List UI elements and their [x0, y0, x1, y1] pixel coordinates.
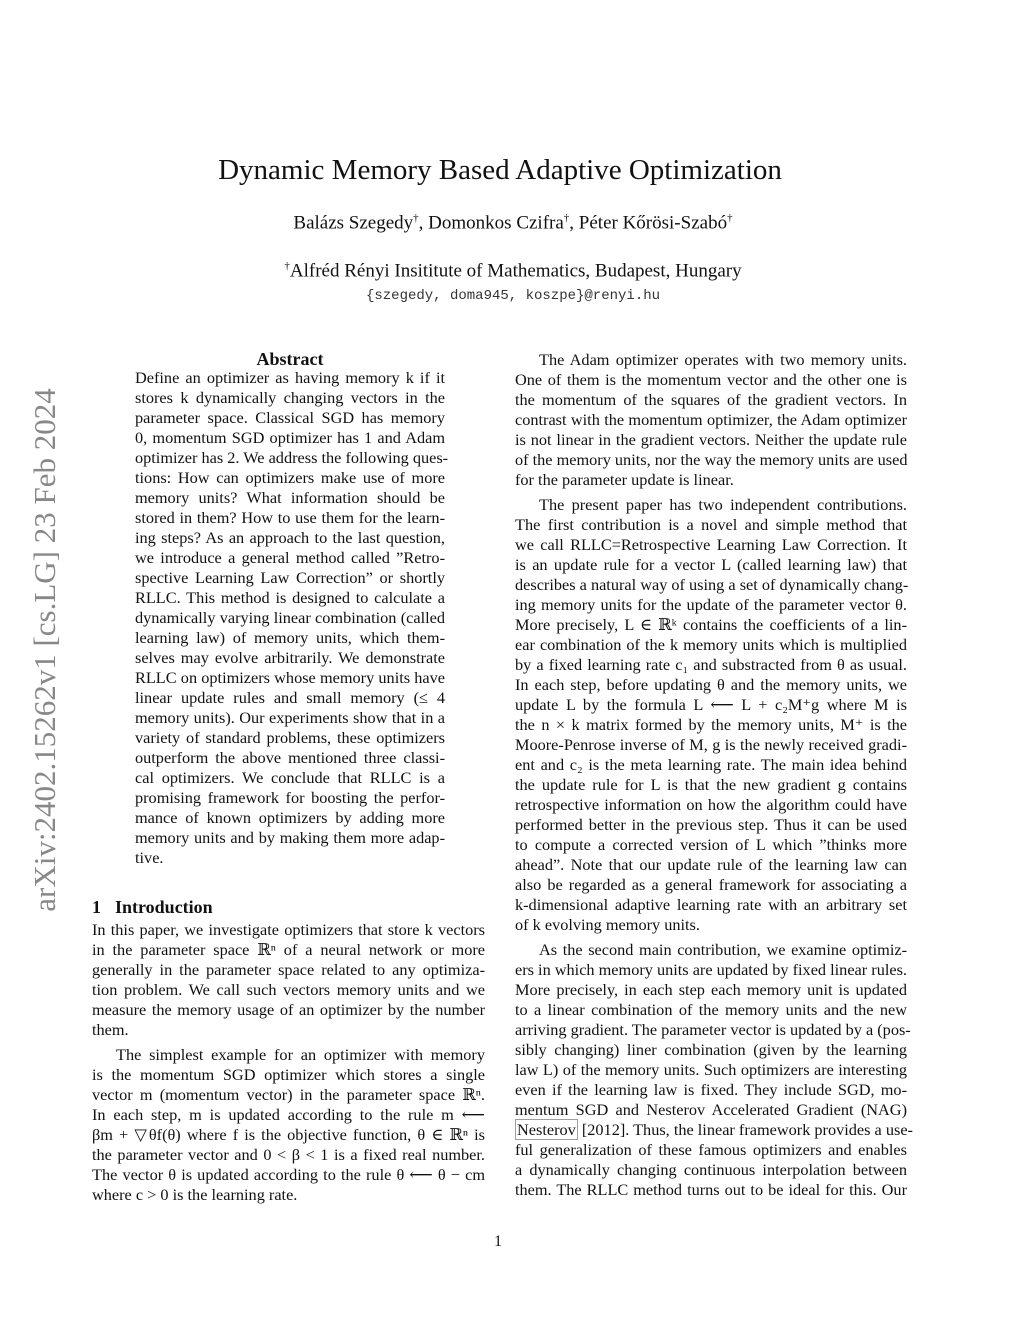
text-line: ent and c₂ is the meta learning rate. The main idea behind	[515, 755, 907, 774]
text-line: even if the learning law is fixed. They include SGD, mo-	[515, 1080, 907, 1099]
text-line: the parameter vector and 0 < β < 1 is a fixed real number.	[92, 1145, 485, 1164]
text-line: mentum SGD and Nesterov Accelerated Gradient (NAG)	[515, 1100, 907, 1119]
affiliation-mark: †	[413, 212, 419, 224]
text-line: The present paper has two independent contributions.	[539, 495, 907, 514]
author-list	[0, 212, 1024, 234]
text-line: we call RLLC=Retrospective Learning Law Correction. It	[515, 535, 907, 554]
text-line: In each step, m is updated according to the rule m ⟵	[92, 1105, 485, 1124]
text-line: linear update rules and small memory (≤ 4	[135, 688, 445, 707]
text-line: RLLC. This method is designed to calculate a	[135, 588, 445, 607]
text-line: mance of known optimizers by adding more	[135, 808, 445, 827]
text-line: where c > 0 is the learning rate.	[92, 1185, 298, 1204]
text-line: learning law) of memory units, which them-	[135, 628, 445, 647]
text-line: Define an optimizer as having memory k if it	[135, 368, 445, 387]
text-line: RLLC on optimizers whose memory units have	[135, 668, 445, 687]
text-line: tive.	[135, 848, 164, 867]
text-line: memory units). Our experiments show that in a	[135, 708, 445, 727]
text-line: of k evolving memory units.	[515, 915, 700, 934]
text-line: ers in which memory units are updated by fixed linear rules.	[515, 960, 907, 979]
text-line: by a fixed learning rate c₁ and substracted from θ as usual.	[515, 655, 907, 674]
text-line: tion problem. We call such vectors memory units and we	[92, 980, 485, 999]
text-line: βm + ▽θf(θ) where f is the objective function, θ ∈ ℝⁿ is	[92, 1125, 485, 1144]
text-line: to compute a corrected version of L which ”thinks more	[515, 835, 907, 854]
text-line: to a linear combination of the memory units and the new	[515, 1000, 907, 1019]
text-line: outperform the above mentioned three classi-	[135, 748, 445, 767]
text-line: also be regarded as a general framework for associating a	[515, 875, 907, 894]
text-line: promising framework for boosting the perfor-	[135, 788, 445, 807]
text-line: arriving gradient. The parameter vector is updated by a (pos-	[515, 1020, 911, 1039]
text-line: in the parameter space ℝⁿ of a neural network or more	[92, 940, 485, 959]
text-line: cal optimizers. We conclude that RLLC is a	[135, 768, 445, 787]
text-line: ing steps? As an approach to the last question,	[135, 528, 445, 547]
text-line: memory units and by making them more adap-	[135, 828, 445, 847]
right-column-body	[515, 350, 913, 1200]
affiliation-mark: †	[563, 212, 570, 224]
affiliation-mark: †	[727, 212, 733, 224]
text-line: The vector θ is updated according to the rule θ ⟵ θ − cm	[92, 1165, 485, 1184]
text-line: the momentum of the squares of the gradient vectors. In	[515, 390, 907, 409]
text-line-with-citation	[515, 1120, 913, 1140]
text-line: In each step, before updating θ and the memory units, we	[515, 675, 907, 694]
text-line: One of them is the momentum vector and the other one is	[515, 370, 907, 389]
text-line: variety of standard problems, these optimizers	[135, 728, 445, 747]
paper-title: Dynamic Memory Based Adaptive Optimization	[218, 154, 782, 186]
text-line: for the parameter update is linear.	[515, 470, 734, 489]
text-line: More precisely, in each step each memory unit is updated	[515, 980, 907, 999]
text-line: optimizer has 2. We address the following ques-	[135, 448, 449, 467]
text-line: vector m (momentum vector) in the parameter space ℝⁿ.	[92, 1085, 485, 1104]
text-line: spective Learning Law Correction” or shortly	[135, 568, 445, 587]
text-line: retrospective information on how the algorithm could have	[515, 795, 907, 814]
section-title: Introduction	[115, 897, 213, 917]
text-line: generally in the parameter space related to any optimiza-	[92, 960, 485, 979]
text-line: parameter space. Classical SGD has memory	[135, 408, 445, 427]
author-name: , Péter Kőrösi-Szabó	[569, 212, 728, 234]
author-emails: {szegedy, doma945, koszpe}@renyi.hu	[365, 288, 661, 304]
text-line: As the second main contribution, we examine optimiz-	[539, 940, 907, 959]
text-line: The simplest example for an optimizer with memory	[116, 1045, 485, 1064]
arxiv-identifier: arXiv:2402.15262v1 [cs.LG] 23 Feb 2024	[27, 388, 62, 912]
text-line: measure the memory usage of an optimizer by the number	[92, 1000, 485, 1019]
text-line: The Adam optimizer operates with two memory units.	[539, 350, 907, 369]
text-line: the n × k matrix formed by the memory units, M⁺ is the	[515, 715, 907, 734]
author-name: , Domonkos Czifra	[418, 212, 564, 234]
text-line: the update rule for L is that the new gradient g contains	[515, 775, 907, 794]
text-line: describes a natural way of using a set of dynamically chang-	[515, 575, 909, 594]
text-line: law L) of the memory units. Such optimizers are interesting	[515, 1060, 907, 1079]
text-line: sibly changing) liner combination (given by the learning	[515, 1040, 907, 1059]
text-line: a dynamically changing continuous interpolation between	[515, 1160, 907, 1179]
author-name: Balázs Szegedy	[293, 212, 414, 234]
text-line: tions: How can optimizers make use of more	[135, 468, 445, 487]
text-line: ing memory units for the update of the parameter vector θ.	[515, 595, 907, 614]
affiliation	[0, 260, 1024, 282]
abstract-heading: Abstract	[256, 349, 324, 369]
text-line: More precisely, L ∈ ℝᵏ contains the coefficients of a lin-	[515, 615, 907, 634]
text-line: Moore-Penrose inverse of M, g is the newly received gradi-	[515, 735, 907, 754]
text-line: dynamically varying linear combination (called	[135, 608, 445, 627]
citation-link[interactable]: Nesterov	[517, 1120, 576, 1139]
text-line: of the memory units, nor the way the memory units are used	[515, 450, 908, 469]
text-line: contrast with the momentum optimizer, the Adam optimizer	[515, 410, 907, 429]
text-line: is the momentum SGD optimizer which stores a single	[92, 1065, 485, 1084]
text-line: performed better in the previous step. Thus it can be used	[515, 815, 907, 834]
text-line: stored in them? How to use them for the learn-	[135, 508, 445, 527]
text-line: ful generalization of these famous optimizers and enables	[515, 1140, 907, 1159]
text-fragment: . Thus, the linear framework provides a use-	[625, 1120, 913, 1139]
text-line: In this paper, we investigate optimizers that store k vectors	[92, 920, 485, 939]
text-line: we introduce a general method called ”Retro-	[135, 548, 445, 567]
text-line: them.	[92, 1020, 129, 1039]
page-number: 1	[494, 1233, 502, 1250]
text-line: them. The RLLC method turns out to be ideal for this. Our	[515, 1180, 907, 1199]
introduction-body	[92, 920, 485, 1205]
text-line: selves may evolve arbitrarily. We demonstrate	[135, 648, 445, 667]
text-line: ahead”. Note that our update rule of the learning law can	[515, 855, 907, 874]
section-heading-introduction	[92, 897, 227, 918]
citation-year[interactable]: [2012]	[577, 1120, 626, 1139]
section-number: 1	[92, 897, 101, 917]
text-line: is not linear in the gradient vectors. Neither the update rule	[515, 430, 907, 449]
affiliation-text: Alfréd Rényi Insititute of Mathematics, Budapest, Hungary	[289, 260, 742, 282]
text-line: stores k dynamically changing vectors in the	[135, 388, 445, 407]
text-line: The first contribution is a novel and simple method that	[515, 515, 907, 534]
text-line: is an update rule for a vector L (called learning law) that	[515, 555, 907, 574]
abstract-body	[135, 368, 449, 868]
affiliation-mark: †	[284, 260, 290, 272]
text-line: k-dimensional adaptive learning rate with an arbitrary set	[515, 895, 907, 914]
text-line: 0, momentum SGD optimizer has 1 and Adam	[135, 428, 445, 447]
text-line: memory units? What information should be	[135, 488, 445, 507]
text-line: ear combination of the k memory units which is multiplied	[515, 635, 907, 654]
text-line: update L by the formula L ⟵ L + c₂M⁺g where M is	[515, 695, 907, 714]
